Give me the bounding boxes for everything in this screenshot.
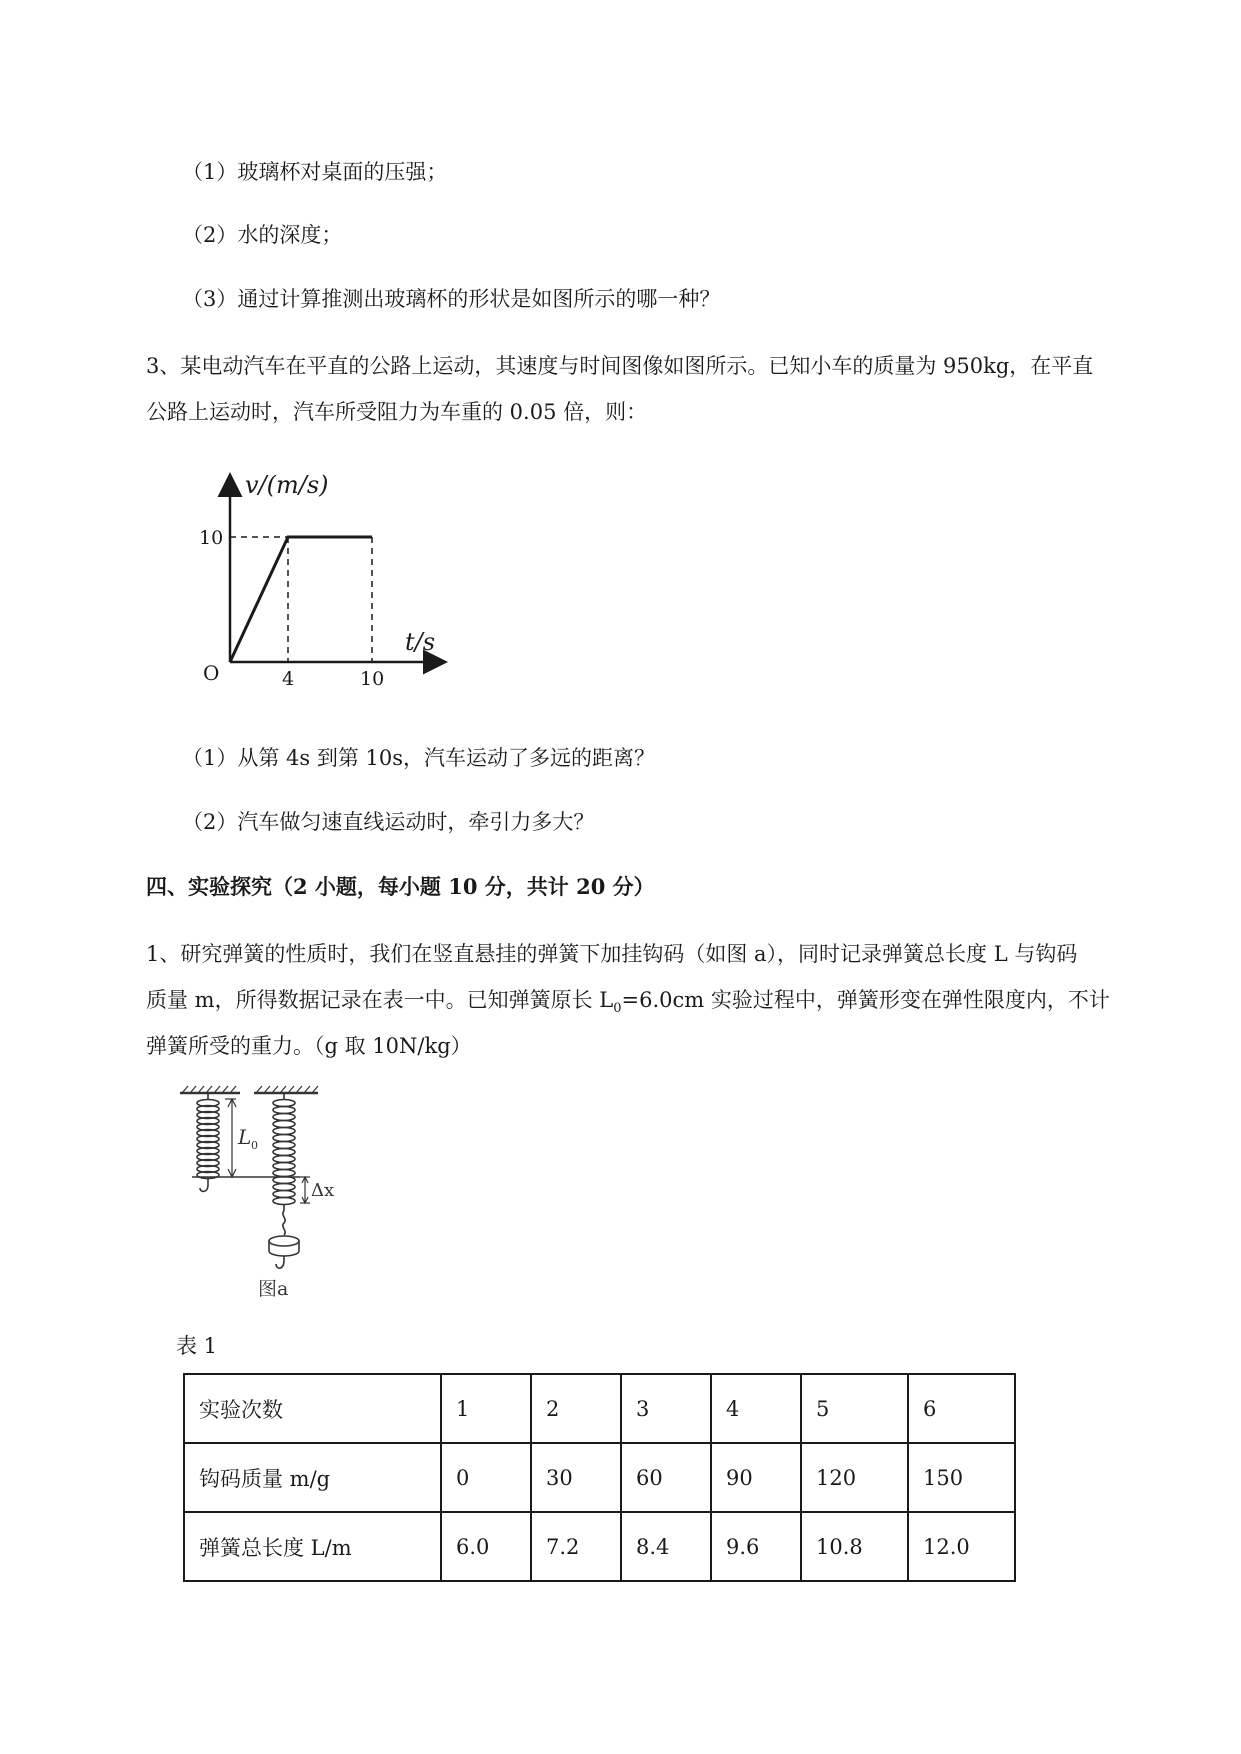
right-spring: [273, 1093, 295, 1235]
table-cell: 60: [621, 1443, 711, 1512]
experiment-1-text-line-3: 弹簧所受的重力。（g 取 10N/kg）: [146, 1034, 472, 1058]
question-2-part-2: （2）水的深度；: [182, 223, 343, 247]
table-cell: 0: [441, 1443, 531, 1512]
y-tick-label: 10: [199, 527, 224, 549]
question-2-part-3: （3）通过计算推测出玻璃杯的形状是如图所示的哪一种？: [182, 287, 721, 311]
table-cell: 10.8: [801, 1512, 908, 1581]
table-cell: 3: [621, 1374, 711, 1443]
table-cell: 12.0: [908, 1512, 1015, 1581]
table-cell: 4: [711, 1374, 801, 1443]
y-axis-label: v/(m/s): [245, 471, 329, 499]
experiment-1-text-line-1: 1、研究弹簧的性质时，我们在竖直悬挂的弹簧下加挂钩码（如图 a），同时记录弹簧总长度 L 与钩码: [146, 942, 1078, 966]
table-row-trial-number: [184, 1374, 1015, 1443]
table-row-mass: [184, 1443, 1015, 1512]
x-axis-label: t/s: [405, 628, 436, 656]
table-cell: 2: [531, 1374, 621, 1443]
spring-data-table: [183, 1373, 1016, 1582]
question-3-text-line-2: 公路上运动时，汽车所受阻力为车重的 0.05 倍，则：: [146, 400, 648, 424]
hook-weight: [269, 1236, 299, 1268]
spring-figure-a: [170, 1085, 400, 1305]
table-cell: 90: [711, 1443, 801, 1512]
velocity-time-graph: [195, 465, 455, 695]
section-4-heading: 四、实验探究（2 小题，每小题 10 分，共计 20 分）: [146, 874, 655, 899]
table-row-length: [184, 1512, 1015, 1581]
table-cell: 弹簧总长度 L/m: [184, 1512, 441, 1581]
question-3-text-line-1: 3、某电动汽车在平直的公路上运动，其速度与时间图像如图所示。已知小车的质量为 950kg，在平直: [146, 354, 1094, 378]
question-3-part-1: （1）从第 4s 到第 10s，汽车运动了多远的距离？: [182, 746, 656, 770]
velocity-line: [230, 537, 372, 662]
table-cell: 120: [801, 1443, 908, 1512]
table-cell: 8.4: [621, 1512, 711, 1581]
table-cell: 6.0: [441, 1512, 531, 1581]
question-3-part-2: （2）汽车做匀速直线运动时，牵引力多大？: [182, 810, 595, 834]
table-cell: 钩码质量 m/g: [184, 1443, 441, 1512]
table-cell: 30: [531, 1443, 621, 1512]
origin-label: O: [203, 661, 220, 685]
label-delta-x: Δx: [311, 1180, 335, 1201]
experiment-1-text-line-2: 质量 m，所得数据记录在表一中。已知弹簧原长 $L_0=6.0cm$ 实验过程中，弹簧形变在弹性限度内，不计: [146, 988, 1110, 1016]
table-cell: 1: [441, 1374, 531, 1443]
label-L0-sub: 0: [251, 1139, 258, 1152]
figure-a-caption: 图a: [258, 1278, 289, 1300]
question-2-part-1: （1）玻璃杯对桌面的压强；: [182, 160, 448, 184]
table-1-caption: 表 1: [176, 1334, 218, 1358]
table-cell: 实验次数: [184, 1374, 441, 1443]
table-cell: 5: [801, 1374, 908, 1443]
x-tick-label-10: 10: [360, 668, 385, 690]
table-cell: 9.6: [711, 1512, 801, 1581]
table-cell: 6: [908, 1374, 1015, 1443]
x-tick-label-4: 4: [282, 668, 295, 690]
label-L0: L: [238, 1125, 252, 1149]
table-cell: 7.2: [531, 1512, 621, 1581]
table-cell: 150: [908, 1443, 1015, 1512]
